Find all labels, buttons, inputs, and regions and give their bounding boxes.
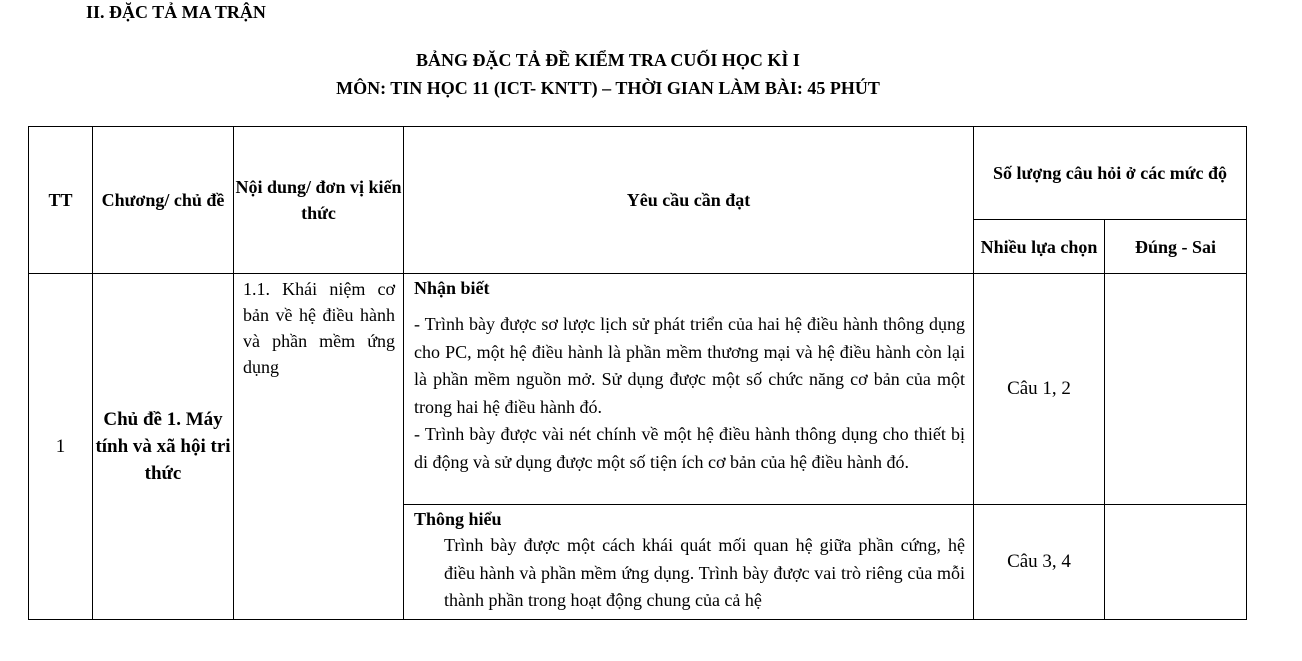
header-levels: Số lượng câu hỏi ở các mức độ xyxy=(974,127,1247,220)
requirement-recognition xyxy=(404,274,974,505)
document-title: BẢNG ĐẶC TẢ ĐỀ KIỂM TRA CUỐI HỌC KÌ I xyxy=(416,50,800,70)
row-chapter: Chủ đề 1. Máy tính và xã hội tri thức xyxy=(93,274,234,620)
count-true-false xyxy=(1105,274,1247,505)
section-heading: II. ĐẶC TẢ MA TRẬN xyxy=(86,2,266,22)
level-label-comprehension: Thông hiểu xyxy=(414,509,502,529)
count-multiple-choice: Câu 1, 2 xyxy=(974,274,1105,505)
count-multiple-choice: Câu 3, 4 xyxy=(974,505,1105,620)
table-row xyxy=(29,274,1247,505)
requirement-item: - Trình bày được vài nét chính về một hệ điều hành thông dụng cho thiết bị di động và sử dụng được một số tiện ích cơ bản của hệ điều hành đó. xyxy=(414,424,965,472)
requirement-item: Trình bày được một cách khái quát mối quan hệ giữa phần cứng, hệ điều hành và phần mềm ứng dụng. Trình bày được vai trò riêng của mỗi thành phần trong hoạt động chung của cả hệ xyxy=(444,535,965,610)
document-subtitle: MÔN: TIN HỌC 11 (ICT- KNTT) – THỜI GIAN LÀM BÀI: 45 PHÚT xyxy=(336,78,880,98)
requirement-item: - Trình bày được sơ lược lịch sử phát triển của hai hệ điều hành thông dụng cho PC, một hệ điều hành là phần mềm thương mại và hệ điều hành còn lại là phần mềm nguồn mở. Sử dụng được một số chức năng cơ bản của một trong hai hệ điều hành đó. xyxy=(414,314,965,417)
specification-table xyxy=(28,126,1247,620)
row-content: 1.1. Khái niệm cơ bản về hệ điều hành và phần mềm ứng dụng xyxy=(234,274,404,620)
level-label-recognition: Nhận biết xyxy=(414,278,490,298)
header-tt: TT xyxy=(29,127,93,274)
count-true-false xyxy=(1105,505,1247,620)
header-multiple-choice: Nhiều lựa chọn xyxy=(974,220,1105,274)
header-content: Nội dung/ đơn vị kiến thức xyxy=(234,127,404,274)
header-true-false: Đúng - Sai xyxy=(1105,220,1247,274)
row-number: 1 xyxy=(29,274,93,620)
header-requirement: Yêu cầu cần đạt xyxy=(404,127,974,274)
header-chapter: Chương/ chủ đề xyxy=(93,127,234,274)
requirement-comprehension xyxy=(404,505,974,620)
